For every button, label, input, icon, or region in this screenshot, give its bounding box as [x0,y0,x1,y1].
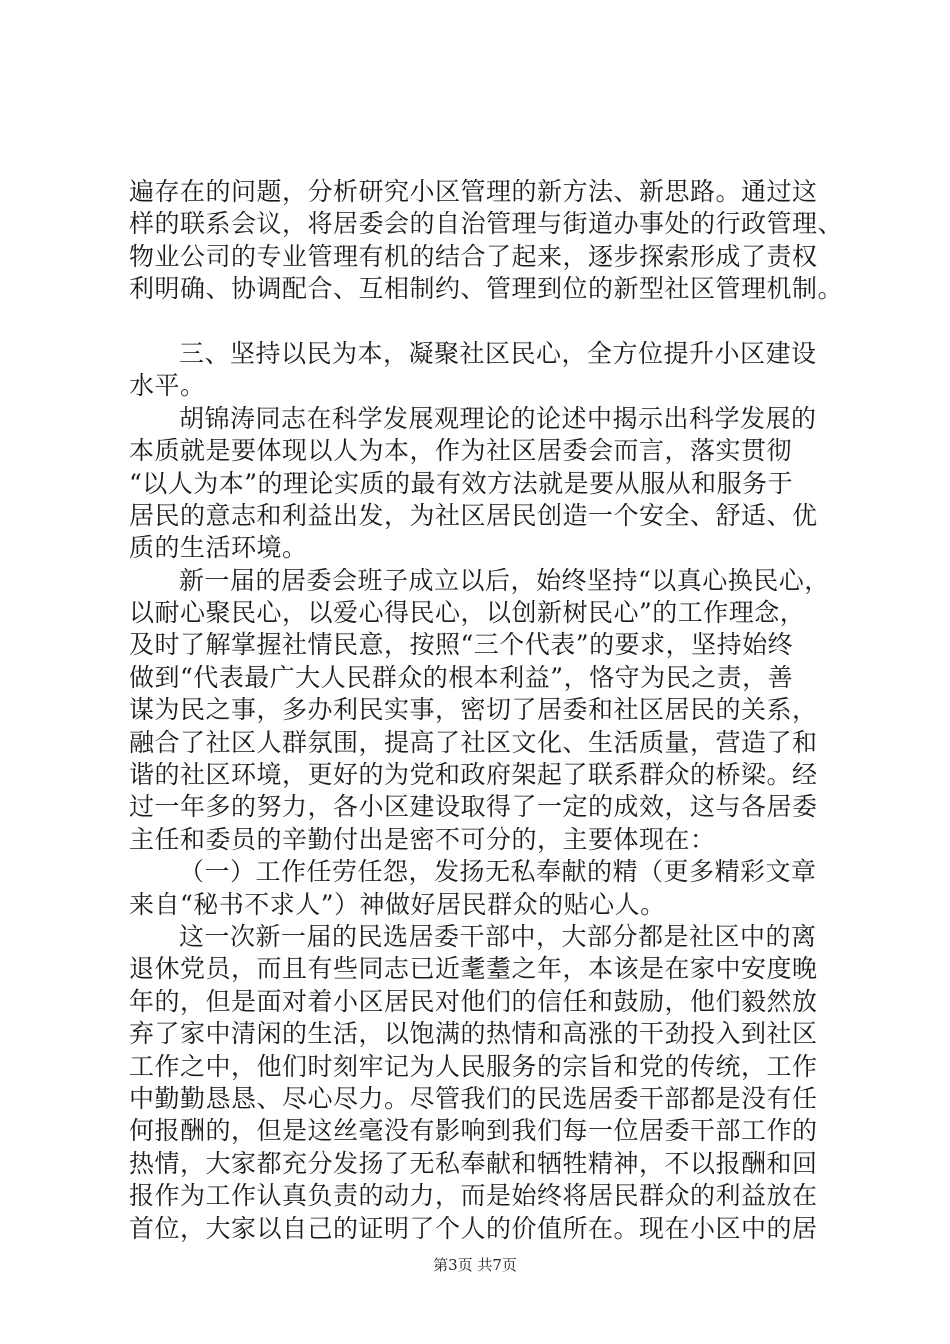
text-line: 过一年多的努力，各小区建设取得了一定的成效，这与各居委 [129,792,818,822]
text-line: 及时了解掌握社情民意，按照“三个代表”的要求，坚持始终 [129,630,794,660]
text-line: 何报酬的，但是这丝毫没有影响到我们每一位居委干部工作的 [129,1116,818,1146]
text-line: 新一届的居委会班子成立以后，始终坚持“以真心换民心， [179,565,830,595]
text-line: 遍存在的问题，分析研究小区管理的新方法、新思路。通过这 [129,177,818,206]
page-footer [0,1254,950,1275]
text-line: 热情，大家都充分发扬了无私奉献和牺牲精神，不以报酬和回 [129,1148,818,1178]
text-line: 居民的意志和利益出发，为社区居民创造一个安全、舒适、优 [129,500,818,530]
text-line: 利明确、协调配合、互相制约、管理到位的新型社区管理机制。 [129,274,844,304]
text-line: 做到“代表最广大人民群众的根本利益”，恪守为民之责，善 [129,662,794,692]
text-line: 质的生活环境。 [129,533,308,563]
text-line: 主任和委员的辛勤付出是密不可分的，主要体现在： [129,824,716,854]
document-body [129,176,844,1245]
text-line: 中勤勤恳恳、尽心尽力。尽管我们的民选居委干部都是没有任 [129,1083,818,1113]
text-line: 物业公司的专业管理有机的结合了起来，逐步探索形成了责权 [129,241,818,271]
text-line: 报作为工作认真负责的动力，而是始终将居民群众的利益放在 [129,1181,818,1211]
text-line: 胡锦涛同志在科学发展观理论的论述中揭示出科学发展的 [179,403,817,433]
text-line: 首位，大家以自己的证明了个人的价值所在。现在小区中的居 [129,1213,818,1243]
text-line: 工作之中，他们时刻牢记为人民服务的宗旨和党的传统，工作 [129,1051,818,1081]
text-line: “以人为本”的理论实质的最有效方法就是要从服从和服务于 [129,468,794,498]
text-line: 以耐心聚民心，以爱心得民心，以创新树民心”的工作理念， [129,598,806,628]
text-line: 样的联系会议，将居委会的自治管理与街道办事处的行政管理、 [129,209,844,239]
text-line: 谋为民之事，多办利民实事，密切了居委和社区居民的关系， [129,695,818,725]
text-line: 弃了家中清闲的生活，以饱满的热情和高涨的干劲投入到社区 [129,1019,818,1049]
blank-line [129,306,829,338]
page-number-label: 第3页 共7页 [433,1256,517,1274]
text-line: 来自“秘书不求人”）神做好居民群众的贴心人。 [129,889,666,919]
text-line: （一）工作任劳任怨，发扬无私奉献的精（更多精彩文章 [179,857,817,887]
text-line: 这一次新一届的民选居委干部中，大部分都是社区中的离 [179,921,817,951]
text-line: 谐的社区环境，更好的为党和政府架起了联系群众的桥梁。经 [129,760,818,790]
text-line: 年的，但是面对着小区居民对他们的信任和鼓励，他们毅然放 [129,986,818,1016]
text-line: 融合了社区人群氛围，提高了社区文化、生活质量，营造了和 [129,727,818,757]
text-line: 退休党员，而且有些同志已近耄耋之年，本该是在家中安度晚 [129,954,818,984]
text-line: 水平。 [129,371,206,401]
text-line: 三、坚持以民为本，凝聚社区民心，全方位提升小区建设 [179,338,817,368]
text-line: 本质就是要体现以人为本，作为社区居委会而言，落实贯彻 [129,436,793,466]
